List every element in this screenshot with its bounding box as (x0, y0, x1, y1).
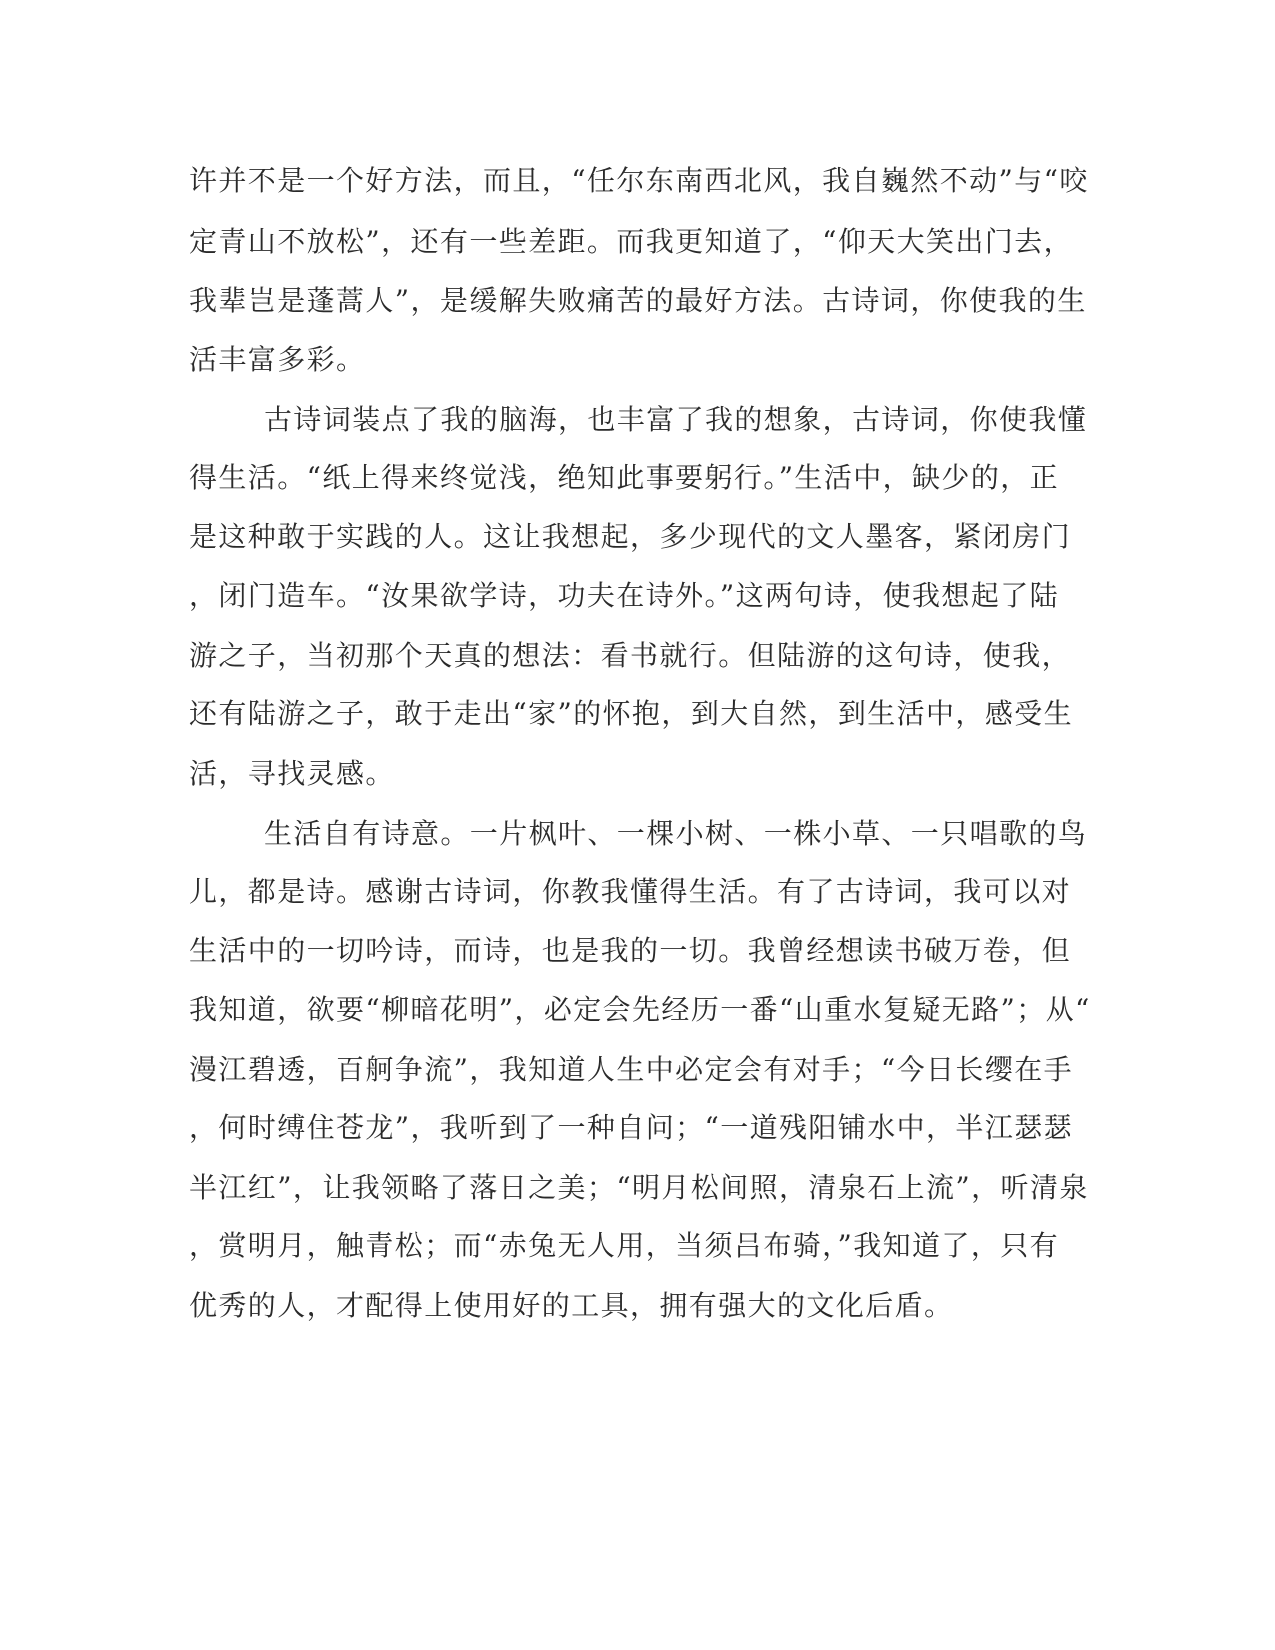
text-line: 游之子，当初那个天真的想法：看书就行。但陆游的这句诗，使我， (189, 639, 1072, 672)
text-line: 生活中的一切吟诗，而诗，也是我的一切。我曾经想读书破万卷，但 (189, 934, 1072, 967)
text-line: 儿，都是诗。感谢古诗词，你教我懂得生活。有了古诗词，我可以对 (189, 875, 1072, 908)
text-line: 定青山不放松”，还有一些差距。而我更知道了，“仰天大笑出门去， (189, 225, 1074, 258)
text-line: ，何时缚住苍龙”，我听到了一种自问；“一道残阳铺水中，半江瑟瑟 (189, 1111, 1074, 1144)
text-line: 古诗词装点了我的脑海，也丰富了我的想象，古诗词，你使我懂 (264, 403, 1088, 436)
text-line: 活丰富多彩。 (189, 343, 366, 376)
text-line: 得生活。“纸上得来终觉浅，绝知此事要躬行。”生活中，缺少的，正 (189, 461, 1060, 494)
text-line: 我辈岂是蓬蒿人”，是缓解失败痛苦的最好方法。古诗词，你使我的生 (189, 284, 1087, 317)
text-line: 生活自有诗意。一片枫叶、一棵小树、一株小草、一只唱歌的鸟 (264, 817, 1088, 850)
text-line: 我知道，欲要“柳暗花明”，必定会先经历一番“山重水复疑无路”；从“ (189, 993, 1091, 1026)
text-line: ，闭门造车。“汝果欲学诗，功夫在诗外。”这两句诗，使我想起了陆 (189, 579, 1060, 612)
text-line: 活，寻找灵感。 (189, 757, 395, 790)
text-line: 还有陆游之子，敢于走出“家”的怀抱，到大自然，到生活中，感受生 (189, 697, 1074, 730)
text-line: 漫江碧透，百舸争流”，我知道人生中必定会有对手；“今日长缨在手 (189, 1053, 1074, 1086)
text-line: ，赏明月，触青松；而“赤兔无人用，当须吕布骑，”我知道了，只有 (189, 1229, 1060, 1262)
text-line: 优秀的人，才配得上使用好的工具，拥有强大的文化后盾。 (189, 1289, 954, 1322)
text-line: 许并不是一个好方法，而且，“任尔东南西北风，我自巍然不动”与“咬 (189, 164, 1089, 197)
text-line: 半江红”，让我领略了落日之美；“明月松间照，清泉石上流”，听清泉 (189, 1171, 1089, 1204)
text-line: 是这种敢于实践的人。这让我想起，多少现代的文人墨客，紧闭房门 (189, 520, 1072, 553)
